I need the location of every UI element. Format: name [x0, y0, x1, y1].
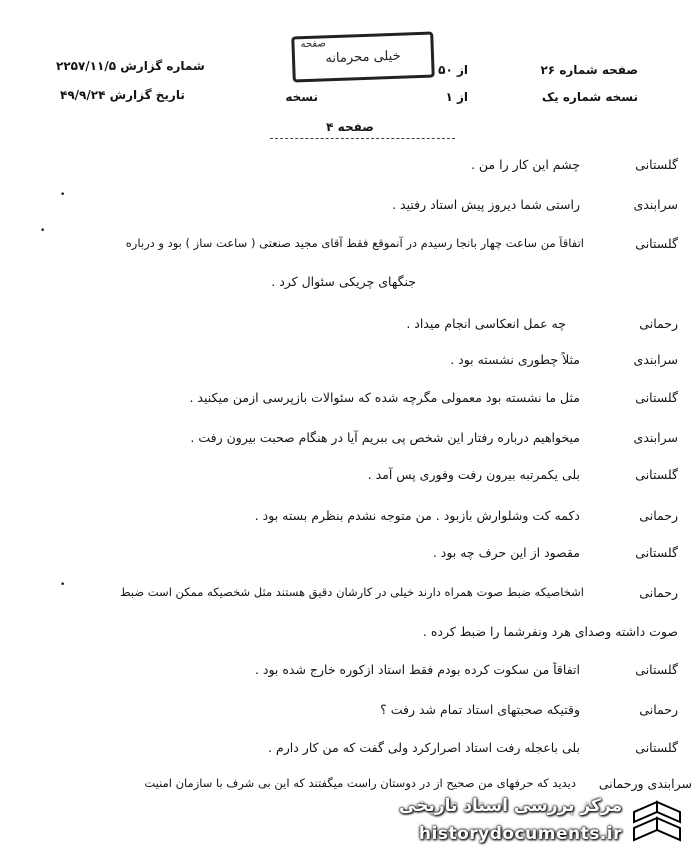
page-marker: صفحه ۴ — [326, 120, 374, 134]
speaker: سرابندی — [633, 352, 678, 367]
speaker: گلستانی — [635, 390, 678, 405]
utterance: مقصود از این حرف چه بود . — [432, 545, 580, 560]
utterance-continuation: جنگهای چریکی سئوال کرد . — [271, 274, 416, 289]
scan-speck: • — [40, 226, 46, 236]
speaker: رحمانی — [639, 702, 678, 717]
utterance: راستی شما دیروز پیش استاد رفتید . — [392, 197, 580, 212]
speaker: سرابندی ورحمانی — [598, 776, 692, 791]
watermark-url: historydocuments.ir — [418, 824, 622, 844]
utterance: مثل ما نشسته بود معمولی مگرچه شده که سئوالات بازپرسی ازمن میکنید . — [189, 390, 580, 405]
speaker: گلستانی — [635, 467, 678, 482]
speaker: گلستانی — [635, 740, 678, 755]
utterance: بلی باعجله رفت استاد اصرارکرد ولی گفت که من کار دارم . — [268, 740, 580, 755]
utterance: میخواهیم درباره رفتار این شخص پی ببریم آیا در هنگام صحبت بیرون رفت . — [190, 430, 580, 445]
utterance: چه عمل انعکاسی انجام میداد . — [406, 316, 566, 331]
header-divider — [270, 138, 455, 139]
speaker: گلستانی — [635, 545, 678, 560]
utterance: چشم این کار را من . — [470, 157, 580, 172]
archive-watermark — [398, 794, 688, 850]
report-number: شماره گزارش ۲۲۵۷/۱۱/۵ — [56, 59, 205, 73]
speaker: گلستانی — [635, 157, 678, 172]
copy-total: از ۱ — [445, 90, 468, 104]
utterance: بلی یکمرتبه بیرون رفت وفوری پس آمد . — [367, 467, 580, 482]
stamp-line-2: خیلی محرمانه — [325, 48, 401, 67]
utterance-continuation: صوت داشته وصدای هرد ونفرشما را ضبط کرده . — [422, 624, 678, 639]
page-number-line: صفحه شماره ۲۶ — [540, 63, 638, 77]
speaker: سرابندی — [633, 197, 678, 212]
scan-speck: • — [60, 580, 66, 590]
utterance: مثلاً چطوری نشسته بود . — [450, 352, 580, 367]
page-total: از ۵۰ — [438, 63, 468, 77]
speaker: گلستانی — [635, 662, 678, 677]
report-date: تاریخ گزارش ۴۹/۹/۲۴ — [60, 88, 185, 102]
speaker: رحمانی — [639, 316, 678, 331]
utterance: دکمه کت وشلوارش بازبود . من متوجه نشدم بنظرم بسته بود . — [254, 508, 580, 523]
scan-speck: • — [60, 190, 66, 200]
copy-word: نسخه — [285, 90, 318, 104]
speaker: رحمانی — [639, 585, 678, 600]
speaker: رحمانی — [639, 508, 678, 523]
copy-number-line: نسخه شماره یک — [541, 90, 638, 104]
utterance: اتفاقاً من سکوت کرده بودم فقط استاد ازکوره خارج شده بود . — [254, 662, 580, 677]
utterance: اتفاقاً من ساعت چهار بانجا رسیدم در آنموقع فقط آقای مجید صنعتی ( ساعت ساز ) بود و درباره — [125, 236, 584, 250]
speaker: گلستانی — [635, 236, 678, 251]
stamp-line-1: صفحه — [300, 38, 327, 51]
utterance: دیدید که حرفهای من صحیح از در دوستان راست میگفتند که این بی شرف با سازمان امنیت — [144, 776, 576, 790]
classification-stamp — [291, 32, 435, 83]
utterance: اشخاصیکه ضبط صوت همراه دارند خیلی در کارشان دقیق هستند مثل شخصیکه ممکن است ضبط — [119, 585, 584, 599]
utterance: وقتیکه صحبتهای استاد تمام شد رفت ؟ — [380, 702, 580, 717]
watermark-title: مرکز بررسی اسناد تاریخی — [399, 796, 622, 816]
archive-logo-icon — [630, 798, 684, 848]
speaker: سرابندی — [633, 430, 678, 445]
